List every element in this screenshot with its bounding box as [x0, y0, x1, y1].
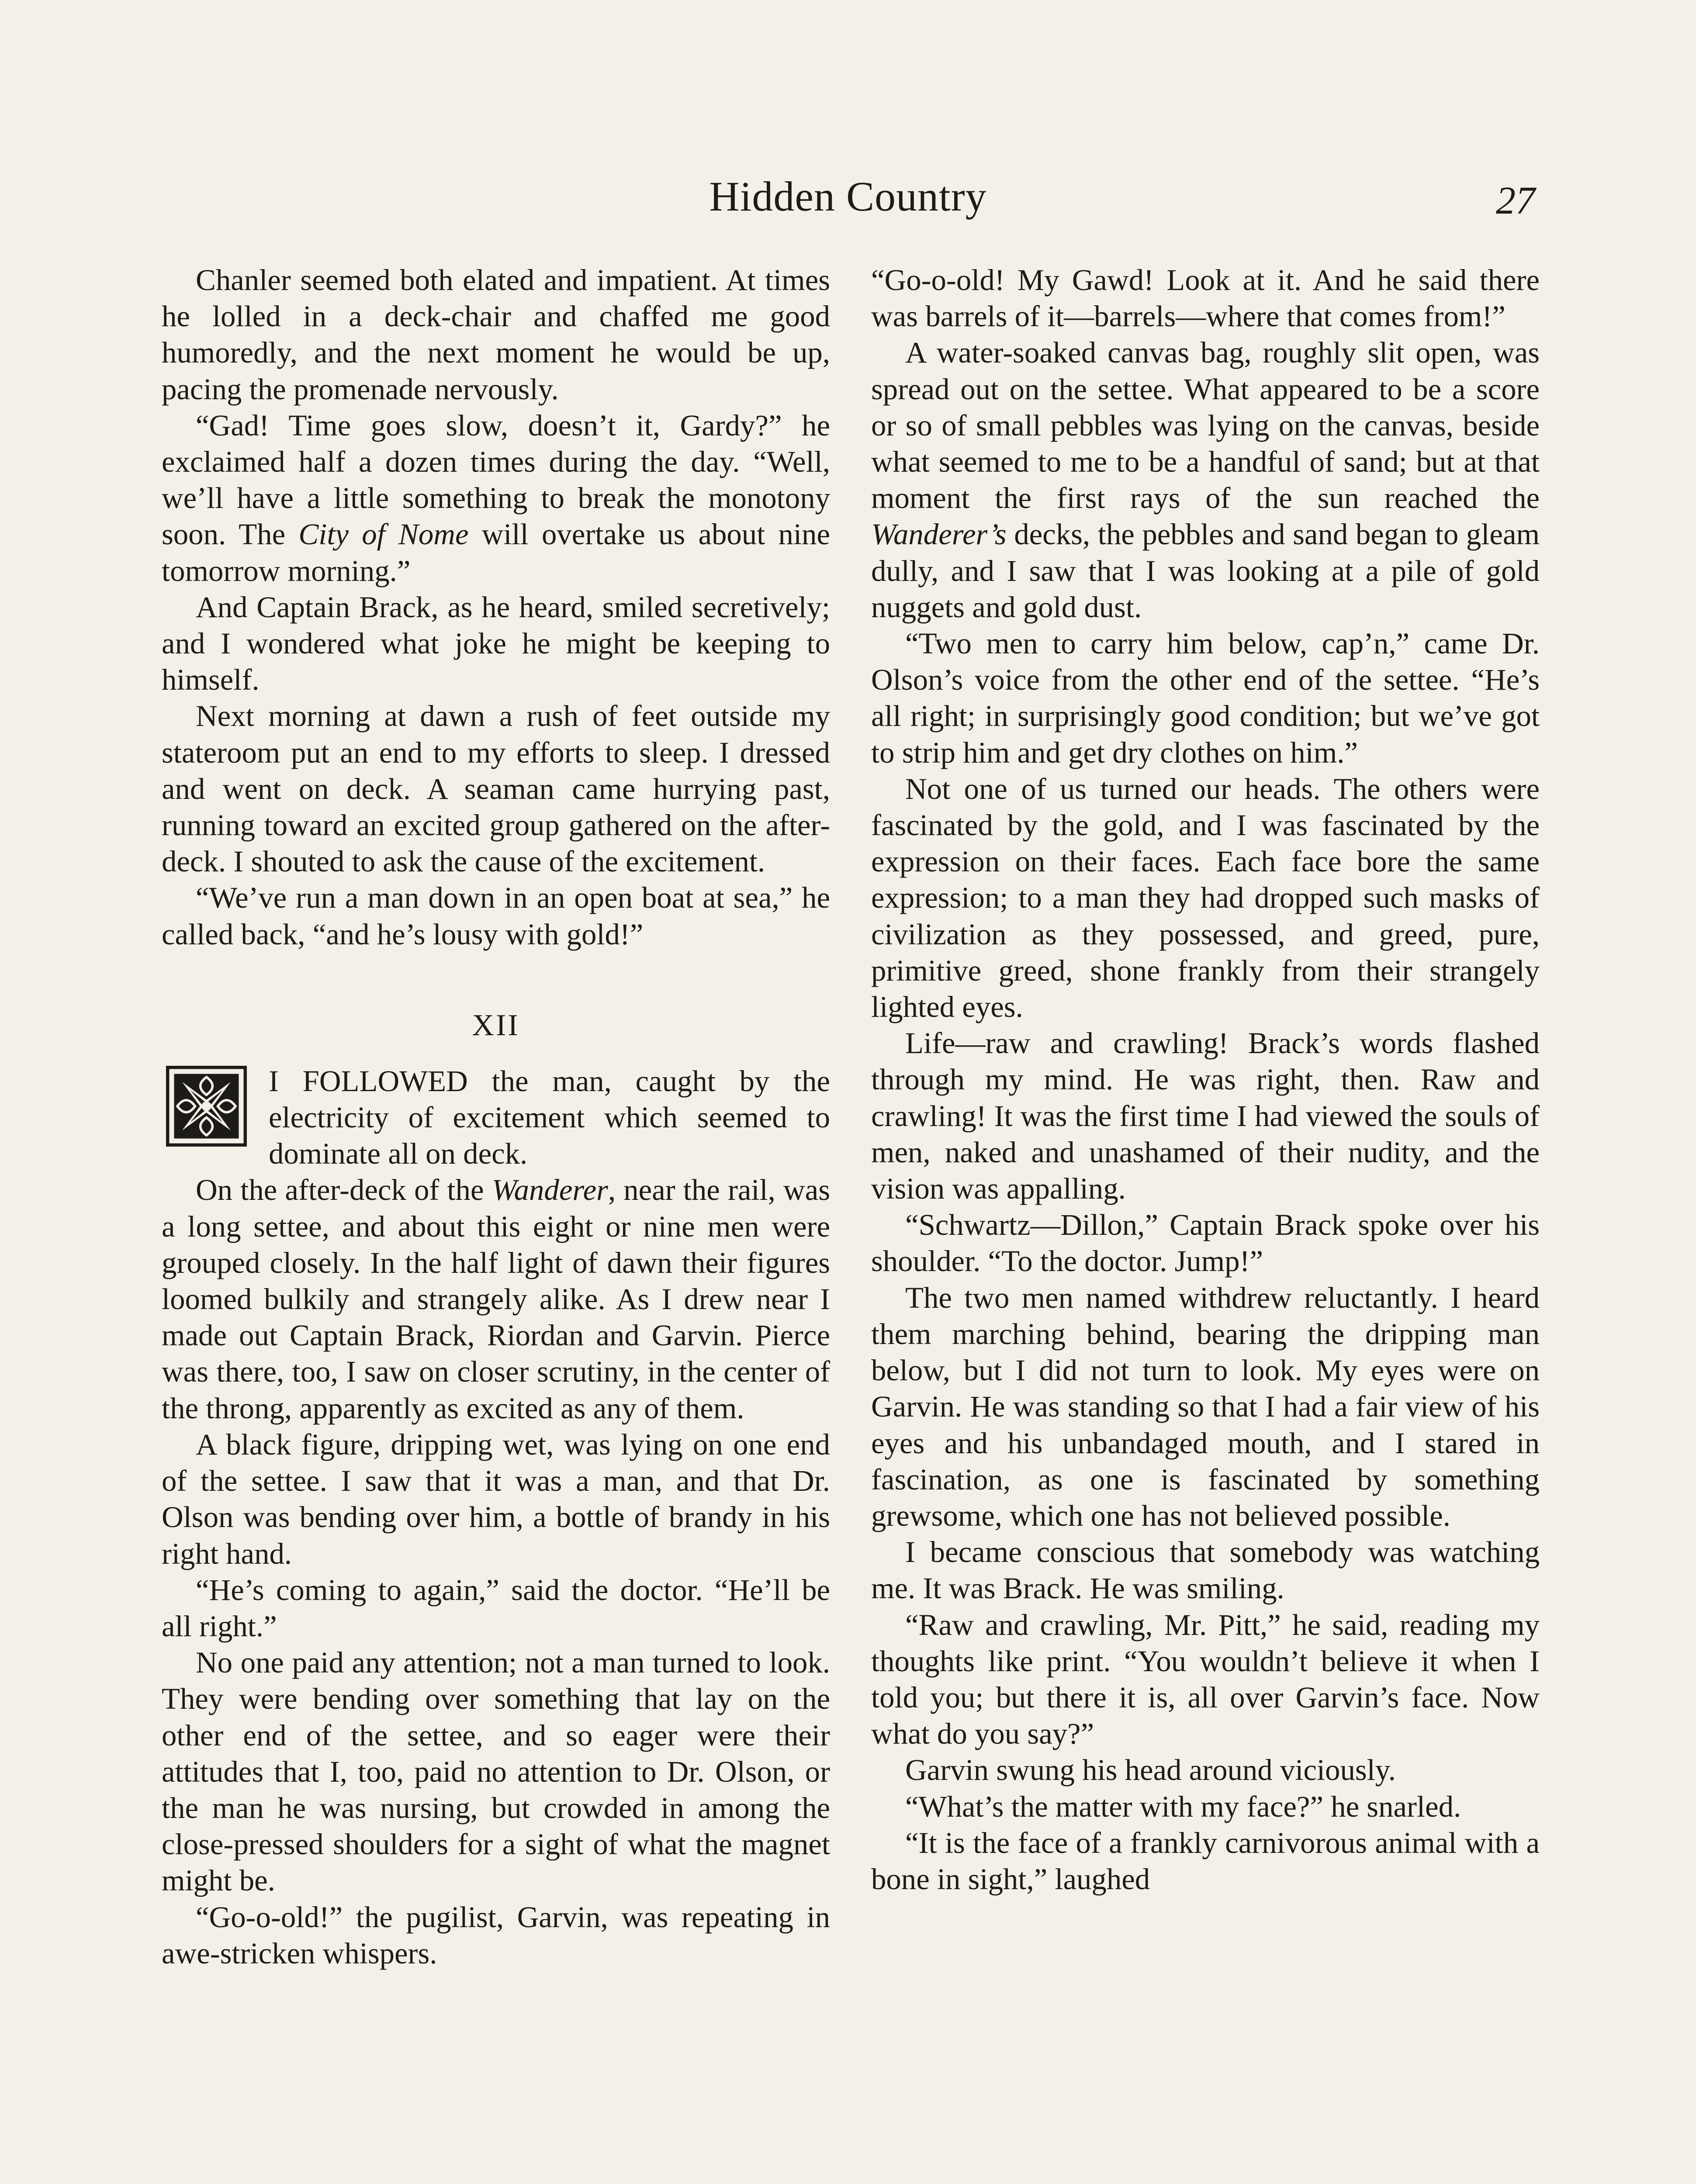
paragraph: A water-soaked canvas bag, roughly slit open, was spread out on the settee. What appeared to be a score or so of small pebbles was lying on the canvas, beside what seemed to me to be a handful of sand; but at that moment the first rays of the sun reached the Wanderer’s decks, the pebbles and sand began to gleam dully, and I saw that I was looking at a pile of gold nuggets and gold dust.: [871, 336, 1540, 624]
chapter-opening-paragraph: I FOLLOWED the man, caught by the electricity of excitement which seemed to dominate all on deck.: [162, 1063, 830, 1172]
page-number: 27: [1496, 179, 1535, 222]
paragraph: “Two men to carry him below, cap’n,” came Dr. Olson’s voice from the other end of the settee. “He’s all right; in surprisingly good condition; but we’ve got to strip him and get dry clothes on him.”: [871, 627, 1540, 769]
ship-name: Wanderer’s: [871, 518, 1007, 551]
paragraph: I became conscious that somebody was watching me. It was Brack. He was smiling.: [871, 1535, 1540, 1605]
paragraph: Not one of us turned our heads. The others were fascinated by the gold, and I was fascinated by the expression on their faces. Each face bore the same expression; to a man they had dropped such masks of civilization as they possessed, and greed, pure, primitive greed, shone frankly from their strangely lighted eyes.: [871, 772, 1540, 1024]
paragraph: “He’s coming to again,” said the doctor. “He’ll be all right.”: [162, 1573, 830, 1643]
paragraph: “Go-o-old! My Gawd! Look at it. And he said there was barrels of it—barrels—where that comes from!”: [871, 263, 1540, 333]
paragraph: Chanler seemed both elated and impatient. At times he lolled in a deck-chair and chaffed me good humoredly, and the next moment he would be up, pacing the promenade nervously.: [162, 263, 830, 406]
chapter-heading: XII: [472, 1008, 520, 1042]
celtic-knot-ornament-icon: [166, 1066, 247, 1147]
paragraph: The two men named withdrew reluctantly. I heard them marching behind, bearing the dripping man below, but I did not turn to look. My eyes were on Garvin. He was standing so that I had a fair view of his eyes and his unbandaged mouth, and I stared in fascination, as one is fascinated by something grewsome, which one has not believed possible.: [871, 1281, 1540, 1532]
paragraph: Garvin swung his head around viciously.: [905, 1753, 1396, 1787]
paragraph: “Go-o-old!” the pugilist, Garvin, was repeating in awe-stricken whispers.: [162, 1900, 830, 1970]
right-column: [871, 262, 1540, 1897]
paragraph: “We’ve run a man down in an open boat at sea,” he called back, “and he’s lousy with gold!”: [162, 881, 830, 951]
paragraph: Life—raw and crawling! Brack’s words flashed through my mind. He was right, then. Raw and crawling! It was the first time I had viewed the souls of men, naked and unashamed of their nudity, and the vision was appalling.: [871, 1026, 1540, 1206]
paragraph: A black figure, dripping wet, was lying on one end of the settee. I saw that it was a man, and that Dr. Olson was bending over him, a bottle of brandy in his right hand.: [162, 1427, 830, 1570]
paragraph: And Captain Brack, as he heard, smiled secretively; and I wondered what joke he might be keeping to himself.: [162, 590, 830, 697]
left-column: [162, 262, 830, 1972]
ship-name: City of Nome: [298, 518, 469, 551]
paragraph: “Gad! Time goes slow, doesn’t it, Gardy?” he exclaimed half a dozen times during the day. “Well, we’ll have a little something to break the monotony soon. The City of Nome will overtake us about nine tomorrow morning.”: [162, 408, 830, 587]
paragraph: “Schwartz—Dillon,” Captain Brack spoke over his shoulder. “To the doctor. Jump!”: [871, 1208, 1540, 1278]
paragraph: “What’s the matter with my face?” he snarled.: [905, 1790, 1461, 1823]
paragraph: “Raw and crawling, Mr. Pitt,” he said, reading my thoughts like print. “You wouldn’t believe it when I told you; but there it is, all over Garvin’s face. Now what do you say?”: [871, 1608, 1540, 1751]
paragraph: “It is the face of a frankly carnivorous animal with a bone in sight,” laughed: [871, 1826, 1540, 1896]
paragraph: No one paid any attention; not a man turned to look. They were bending over something that lay on the other end of the settee, and so eager were their attitudes that I, too, paid no attention to Dr. Olson, or the man he was nursing, but crowded in among the close-pressed shoulders for a sight of what the magnet might be.: [162, 1646, 830, 1897]
paragraph: Next morning at dawn a rush of feet outside my stateroom put an end to my efforts to sleep. I dressed and went on deck. A seaman came hurrying past, running toward an excited group gathered on the after-deck. I shouted to ask the cause of the excitement.: [162, 699, 830, 878]
paragraph: On the after-deck of the Wanderer, near the rail, was a long settee, and about this eight or nine men were grouped closely. In the half light of dawn their figures loomed bulkily and strangely alike. As I drew near I made out Captain Brack, Riordan and Garvin. Pierce was there, too, I saw on closer scrutiny, in the center of the throng, apparently as excited as any of them.: [162, 1173, 830, 1425]
page-header: [0, 166, 1696, 227]
running-title: Hidden Country: [709, 173, 987, 220]
ship-name: Wanderer: [491, 1173, 608, 1207]
